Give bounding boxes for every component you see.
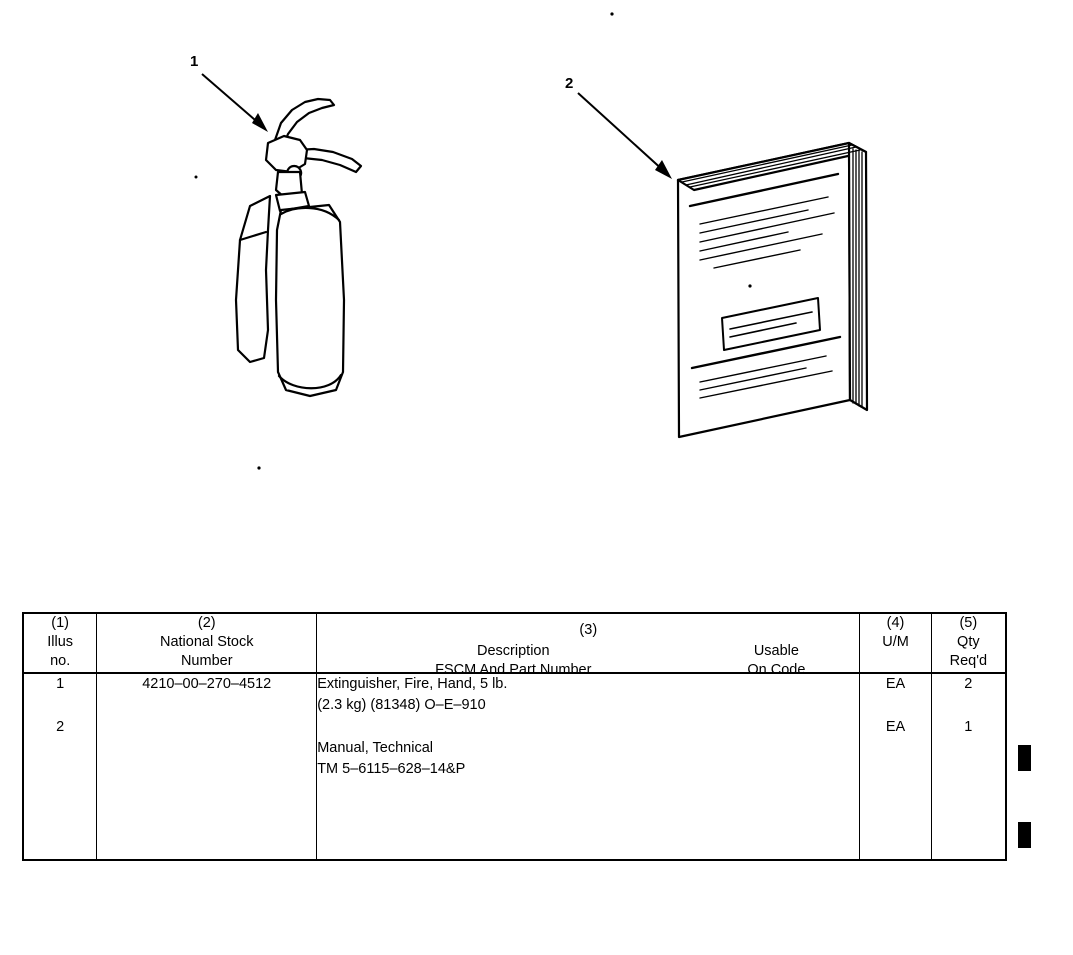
row-1-um: EA <box>885 676 906 692</box>
header-illus-no-line2: no. <box>50 653 71 670</box>
scan-speck <box>195 176 198 179</box>
row-spacer <box>932 695 1005 717</box>
header-um-line2: U/M <box>882 634 909 651</box>
header-description-number: (3) <box>579 622 598 638</box>
row-1-description-line1: Extinguisher, Fire, Hand, 5 lb. <box>317 676 508 692</box>
row-spacer <box>24 695 96 717</box>
header-nsn-line1: National Stock <box>159 634 254 651</box>
header-nsn-number: (2) <box>197 615 216 631</box>
header-usable-on-code-line2: On Code <box>747 662 806 679</box>
header-qty-line1: Qty <box>957 634 980 651</box>
header-illus-no <box>23 613 97 673</box>
header-illus-no-line1: Illus <box>47 634 74 651</box>
callout-leader-2 <box>578 93 672 179</box>
cell-nsn-column <box>97 673 317 860</box>
row-2-um: EA <box>885 719 906 736</box>
table-body-row <box>23 673 1006 860</box>
header-description <box>317 613 860 679</box>
row-1-description-line2: (2.3 kg) (81348) O–E–910 <box>317 697 486 714</box>
header-usable-on-code <box>701 642 851 680</box>
header-um-number: (4) <box>886 615 905 631</box>
row-spacer <box>317 716 859 738</box>
row-spacer <box>860 695 930 717</box>
row-2-description-line1: Manual, Technical <box>317 740 433 757</box>
row-1-qty: 2 <box>964 676 973 692</box>
table-header-row <box>23 613 1006 673</box>
callout-label-1: 1 <box>190 53 199 70</box>
row-1-illus-no: 1 <box>56 676 65 692</box>
header-unit-of-measure <box>860 613 931 673</box>
callout-label-2: 2 <box>565 75 574 92</box>
scan-speck <box>257 466 260 469</box>
fire-extinguisher-illustration <box>236 99 361 396</box>
cell-qty-column <box>931 673 1006 860</box>
row-2-illus-no: 2 <box>56 719 65 736</box>
header-usable-on-code-line1: Usable <box>753 643 799 659</box>
cell-illus-no-column <box>23 673 97 860</box>
cell-um-column <box>860 673 931 860</box>
callout-leader-1 <box>202 74 268 132</box>
header-description-line1: Description <box>477 643 550 659</box>
row-1-nsn: 4210–00–270–4512 <box>142 676 272 692</box>
scan-speck <box>610 12 613 15</box>
header-qty-number: (5) <box>959 615 978 631</box>
row-2-qty: 1 <box>964 719 973 736</box>
parts-table <box>22 612 1007 861</box>
header-national-stock-number <box>97 613 317 673</box>
header-illus-no-number: (1) <box>51 615 70 631</box>
cell-description-column <box>317 673 860 860</box>
header-qty-reqd <box>931 613 1006 673</box>
header-qty-line2: Req'd <box>949 653 988 670</box>
change-bar-row-2 <box>1018 822 1031 848</box>
header-description-line2: FSCM And Part Number <box>435 662 592 679</box>
technical-manual-illustration <box>678 143 867 437</box>
row-2-description-line2: TM 5–6115–628–14&P <box>317 761 466 778</box>
header-description-inner <box>317 614 859 679</box>
header-description-text <box>317 642 709 680</box>
change-bar-row-1 <box>1018 745 1031 771</box>
row-spacer <box>97 695 316 717</box>
header-nsn-line2: Number <box>180 653 233 670</box>
